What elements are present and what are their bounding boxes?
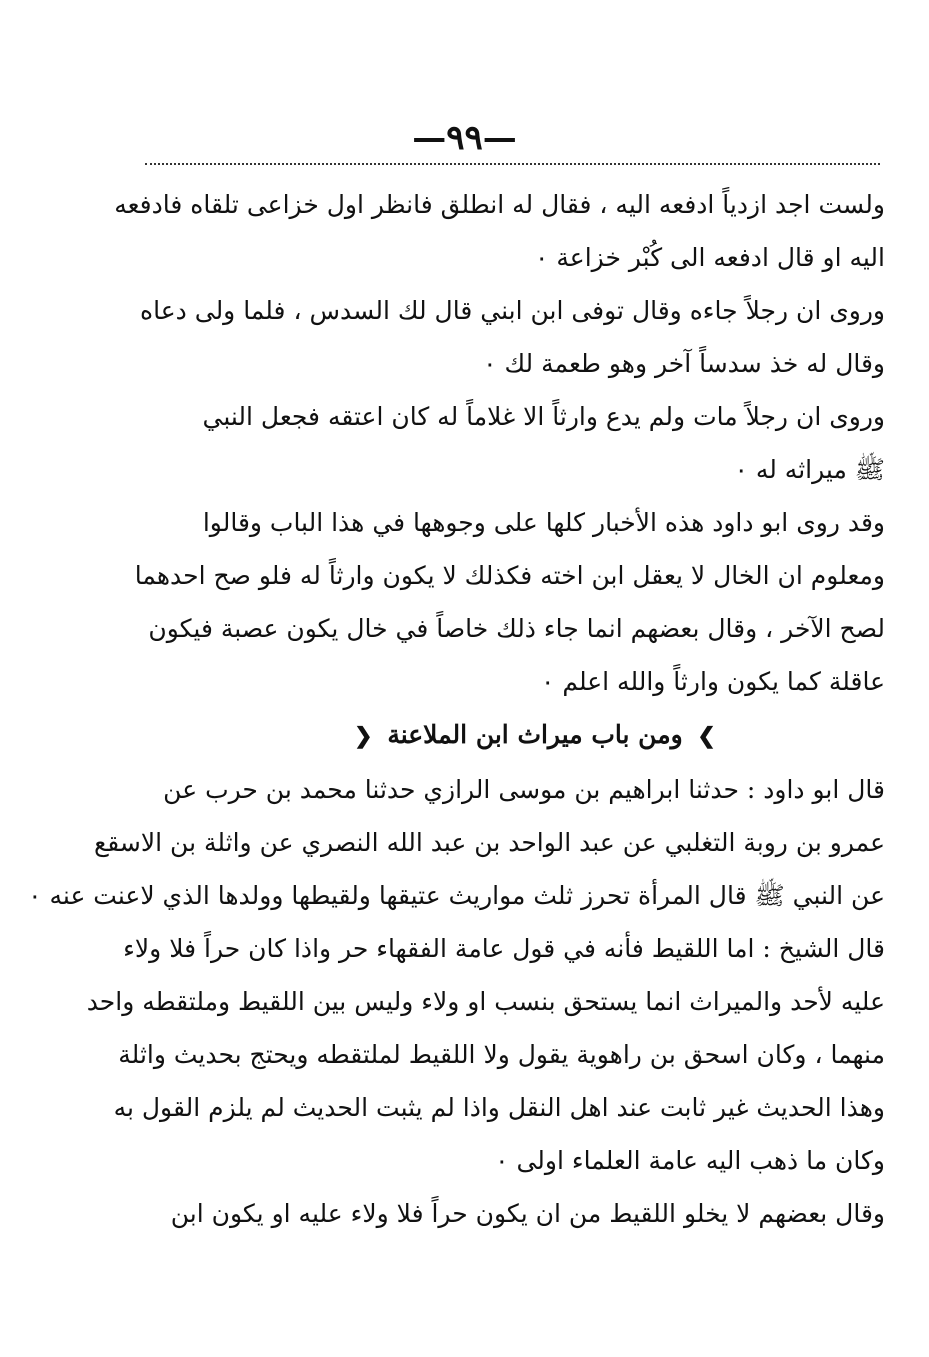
text-line: قال ابو داود : حدثنا ابراهيم بن موسى الرازي حدثنا محمد بن حرب عن [163, 775, 885, 804]
text-line: عمرو بن روبة التغلبي عن عبد الواحد بن عبد الله النصري عن واثلة بن الاسقع [93, 828, 885, 857]
text-line: عن النبي ﷺ قال المرأة تحرز ثلث مواريث عتيقها ولقيطها وولدها الذي لاعنت عنه ٠ [28, 881, 885, 910]
text-line: عليه لأحد والميراث انما يستحق بنسب او ولاء وليس بين اللقيط وملتقطه واحد [86, 987, 885, 1016]
text-line: ولست اجد ازدياً ادفعه اليه ، فقال له انطلق فانظر اول خزاعى تلقاه فادفعه [114, 190, 885, 219]
page-number: —٩٩— [412, 118, 517, 158]
text-line: منهما ، وكان اسحق بن راهوية يقول ولا اللقيط لملتقطه ويحتج بحديث واثلة [118, 1040, 885, 1069]
ornament-icon: ❯ [697, 723, 716, 749]
text-line: اليه او قال ادفعه الى كُبْر خزاعة ٠ [535, 243, 885, 272]
text-line: ومعلوم ان الخال لا يعقل ابن اخته فكذلك لا يكون وارثاً له فلو صح احدهما [134, 561, 885, 590]
text-line: وقال بعضهم لا يخلو اللقيط من ان يكون حراً فلا ولاء عليه او يكون ابن [170, 1199, 885, 1228]
text-line: عاقلة كما يكون وارثاً والله اعلم ٠ [540, 667, 885, 696]
header-divider [145, 163, 880, 165]
text-line: وروى ان رجلاً جاءه وقال توفى ابن ابني قال لك السدس ، فلما ولى دعاه [140, 296, 885, 325]
ornament-icon: ❮ [354, 723, 373, 749]
text-line: لصح الآخر ، وقال بعضهم انما جاء ذلك خاصاً في خال يكون عصبة فيكون [148, 614, 885, 643]
section-heading [185, 708, 885, 763]
body-text [28, 178, 885, 1240]
text-line: وقال له خذ سدساً آخر وهو طعمة لك ٠ [483, 349, 885, 378]
text-line: وروى ان رجلاً مات ولم يدع وارثاً الا غلاماً له كان اعتقه فجعل النبي [202, 402, 885, 431]
section-heading-text: ومن باب ميراث ابن الملاعنة [387, 720, 683, 749]
text-line: قال الشيخ : اما اللقيط فأنه في قول عامة الفقهاء حر واذا كان حراً فلا ولاء [123, 934, 885, 963]
text-line: ﷺ ميراثه له ٠ [734, 455, 885, 484]
text-line: وكان ما ذهب اليه عامة العلماء اولى ٠ [495, 1146, 885, 1175]
text-line: وقد روى ابو داود هذه الأخبار كلها على وجوهها في هذا الباب وقالوا [202, 508, 885, 537]
text-line: وهذا الحديث غير ثابت عند اهل النقل واذا لم يثبت الحديث لم يلزم القول به [113, 1093, 885, 1122]
